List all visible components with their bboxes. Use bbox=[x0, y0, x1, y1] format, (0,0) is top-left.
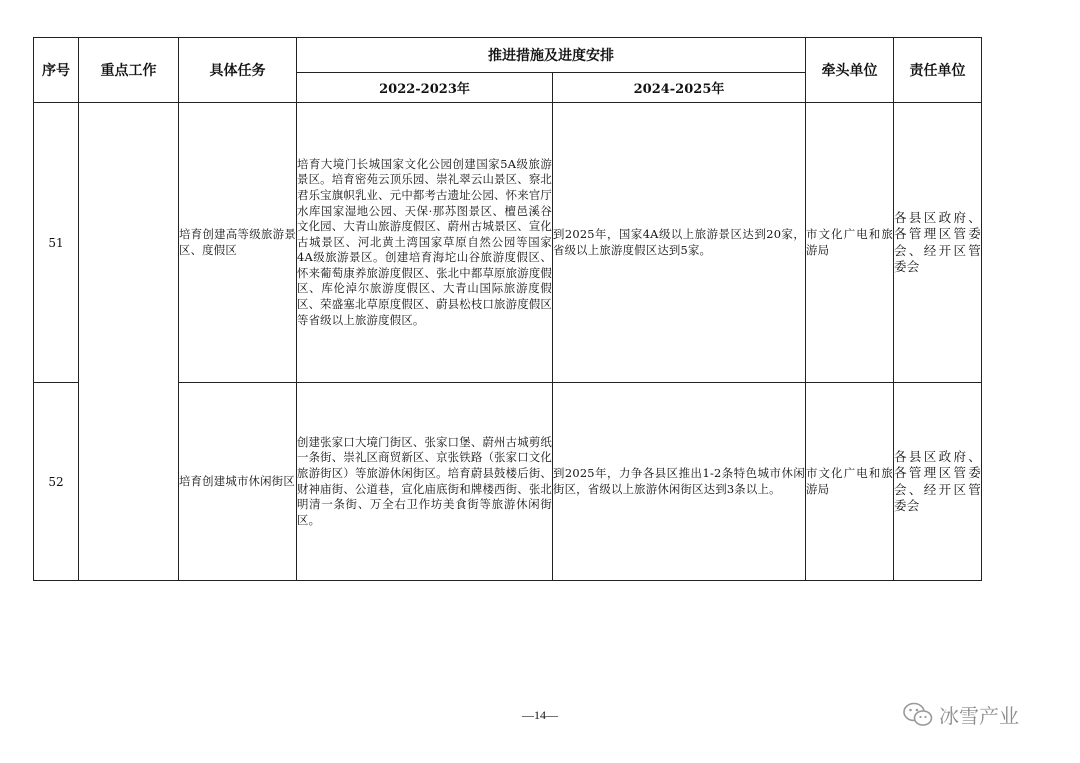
row-resp-unit: 各县区政府、各管理区管委会、经开区管委会 bbox=[894, 383, 982, 581]
header-year-2: 2024-2025年 bbox=[553, 73, 806, 103]
header-year-1: 2022-2023年 bbox=[297, 73, 553, 103]
row-measure-2024: 到2025年，力争各县区推出1-2条特色城市休闲街区，省级以上旅游休闲街区达到3条以上。 bbox=[553, 383, 806, 581]
wechat-icon bbox=[903, 702, 933, 728]
row-task: 培育创建高等级旅游景区、度假区 bbox=[179, 103, 297, 383]
row-lead-unit: 市文化广电和旅游局 bbox=[806, 103, 894, 383]
table-row bbox=[34, 103, 982, 383]
row-measure-2024: 到2025年，国家4A级以上旅游景区达到20家，省级以上旅游度假区达到5家。 bbox=[553, 103, 806, 383]
row-lead-unit: 市文化广电和旅游局 bbox=[806, 383, 894, 581]
row-seq: 51 bbox=[34, 103, 79, 383]
page-number: —14— bbox=[522, 708, 558, 722]
row-seq: 52 bbox=[34, 383, 79, 581]
header-task: 具体任务 bbox=[179, 38, 297, 103]
row-measure-2022: 培育大境门长城国家文化公园创建国家5A级旅游景区。培育密苑云顶乐园、崇礼翠云山景区、察北君乐宝旗帜乳业、元中都考古遗址公园、怀来官厅水库国家湿地公园、天保·那苏图景区、檀邑溪谷文化园、大青山旅游度假区、蔚州古城景区、宣化古城景区、河北黄土湾国家草原自然公园等国家4A级旅游景区。创建培育海坨山谷旅游度假区、怀来葡萄康养旅游度假区、张北中都草原旅游度假区、库伦淖尔旅游度假区、大青山国际旅游度假区、荣盛塞北草原度假区、蔚县松枝口旅游度假区等省级以上旅游度假区。 bbox=[297, 103, 553, 383]
row-key-work bbox=[79, 103, 179, 383]
header-lead: 牵头单位 bbox=[806, 38, 894, 103]
header-measures: 推进措施及进度安排 bbox=[297, 38, 806, 73]
row-resp-unit: 各县区政府、各管理区管委会、经开区管委会 bbox=[894, 103, 982, 383]
row-key-work bbox=[79, 383, 179, 581]
watermark-text: 冰雪产业 bbox=[939, 704, 1019, 728]
header-key-work: 重点工作 bbox=[79, 38, 179, 103]
header-seq: 序号 bbox=[34, 38, 79, 103]
row-measure-2022: 创建张家口大境门街区、张家口堡、蔚州古城剪纸一条街、崇礼区商贸新区、京张铁路（张家口文化旅游街区）等旅游休闲街区。培育蔚县鼓楼后街、财神庙街、公道巷，宣化庙底街和牌楼西街、张北明清一条街、万全右卫作坊美食街等旅游休闲街区。 bbox=[297, 383, 553, 581]
header-resp: 责任单位 bbox=[894, 38, 982, 103]
watermark bbox=[903, 700, 1019, 729]
row-task: 培育创建城市休闲街区 bbox=[179, 383, 297, 581]
table-row bbox=[34, 383, 982, 581]
task-table bbox=[33, 37, 982, 581]
